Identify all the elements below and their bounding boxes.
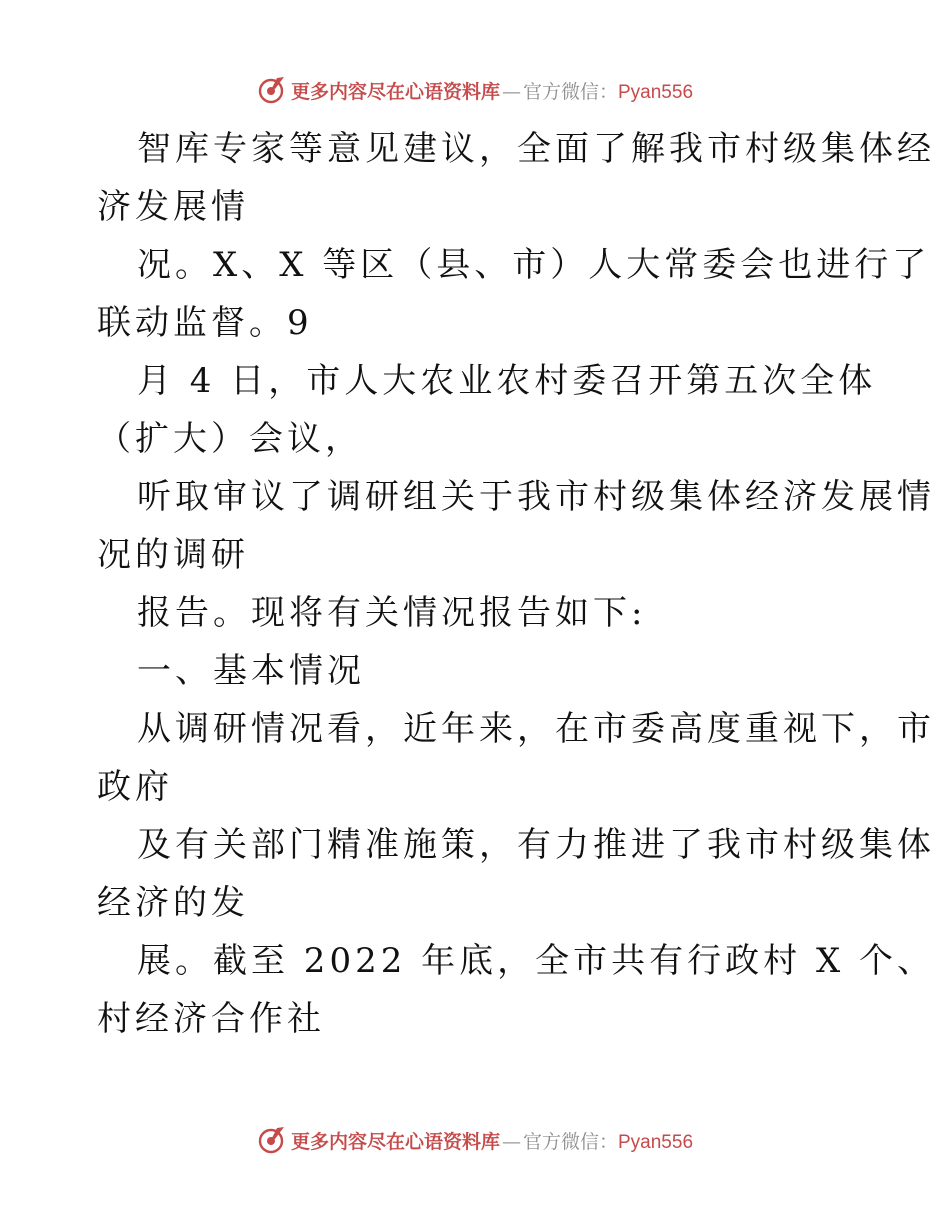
body-line: 经济的发 (97, 883, 249, 923)
header-wechat-label: 官方微信： (522, 80, 618, 103)
body-line: 智库专家等意见建议，全面了解我市村级集体经 (137, 129, 935, 169)
body-line: 听取审议了调研组关于我市村级集体经济发展情 (137, 477, 935, 517)
body-line: 报告。现将有关情况报告如下: (137, 593, 647, 633)
body-line: 展。截至 2022 年底，全市共有行政村 X 个、 (137, 941, 935, 981)
quill-logo-icon (257, 76, 285, 104)
footer-wechat-label: 官方微信： (522, 1130, 618, 1153)
body-line: 村经济合作社 (97, 999, 325, 1039)
header-brand: 更多内容尽在心语资料库 (290, 80, 500, 103)
body-line: （扩大）会议， (97, 419, 363, 459)
header-banner (0, 70, 950, 110)
section-heading: 一、基本情况 (137, 651, 365, 691)
body-line: 从调研情况看，近年来，在市委高度重视下，市 (137, 709, 935, 749)
document-body (97, 120, 935, 1048)
body-line: 联动监督。9 (97, 303, 313, 343)
body-line: 济发展情 (97, 187, 249, 227)
body-line: 况。X、X 等区（县、市）人大常委会也进行了 (137, 245, 931, 285)
body-line: 政府 (97, 767, 173, 807)
quill-logo-icon (257, 1126, 285, 1154)
body-line: 及有关部门精准施策，有力推进了我市村级集体 (137, 825, 935, 865)
footer-banner-text (291, 1127, 693, 1154)
footer-wechat-id: Pyan556 (618, 1131, 694, 1153)
footer-brand: 更多内容尽在心语资料库 (290, 1130, 500, 1153)
header-banner-text (291, 77, 693, 104)
body-line: 况的调研 (97, 535, 249, 575)
footer-banner (0, 1120, 950, 1160)
header-dash: — (501, 80, 521, 103)
footer-dash: — (501, 1130, 521, 1153)
body-line: 月 4 日，市人大农业农村委召开第五次全体 (137, 361, 877, 401)
header-wechat-id: Pyan556 (618, 81, 694, 103)
